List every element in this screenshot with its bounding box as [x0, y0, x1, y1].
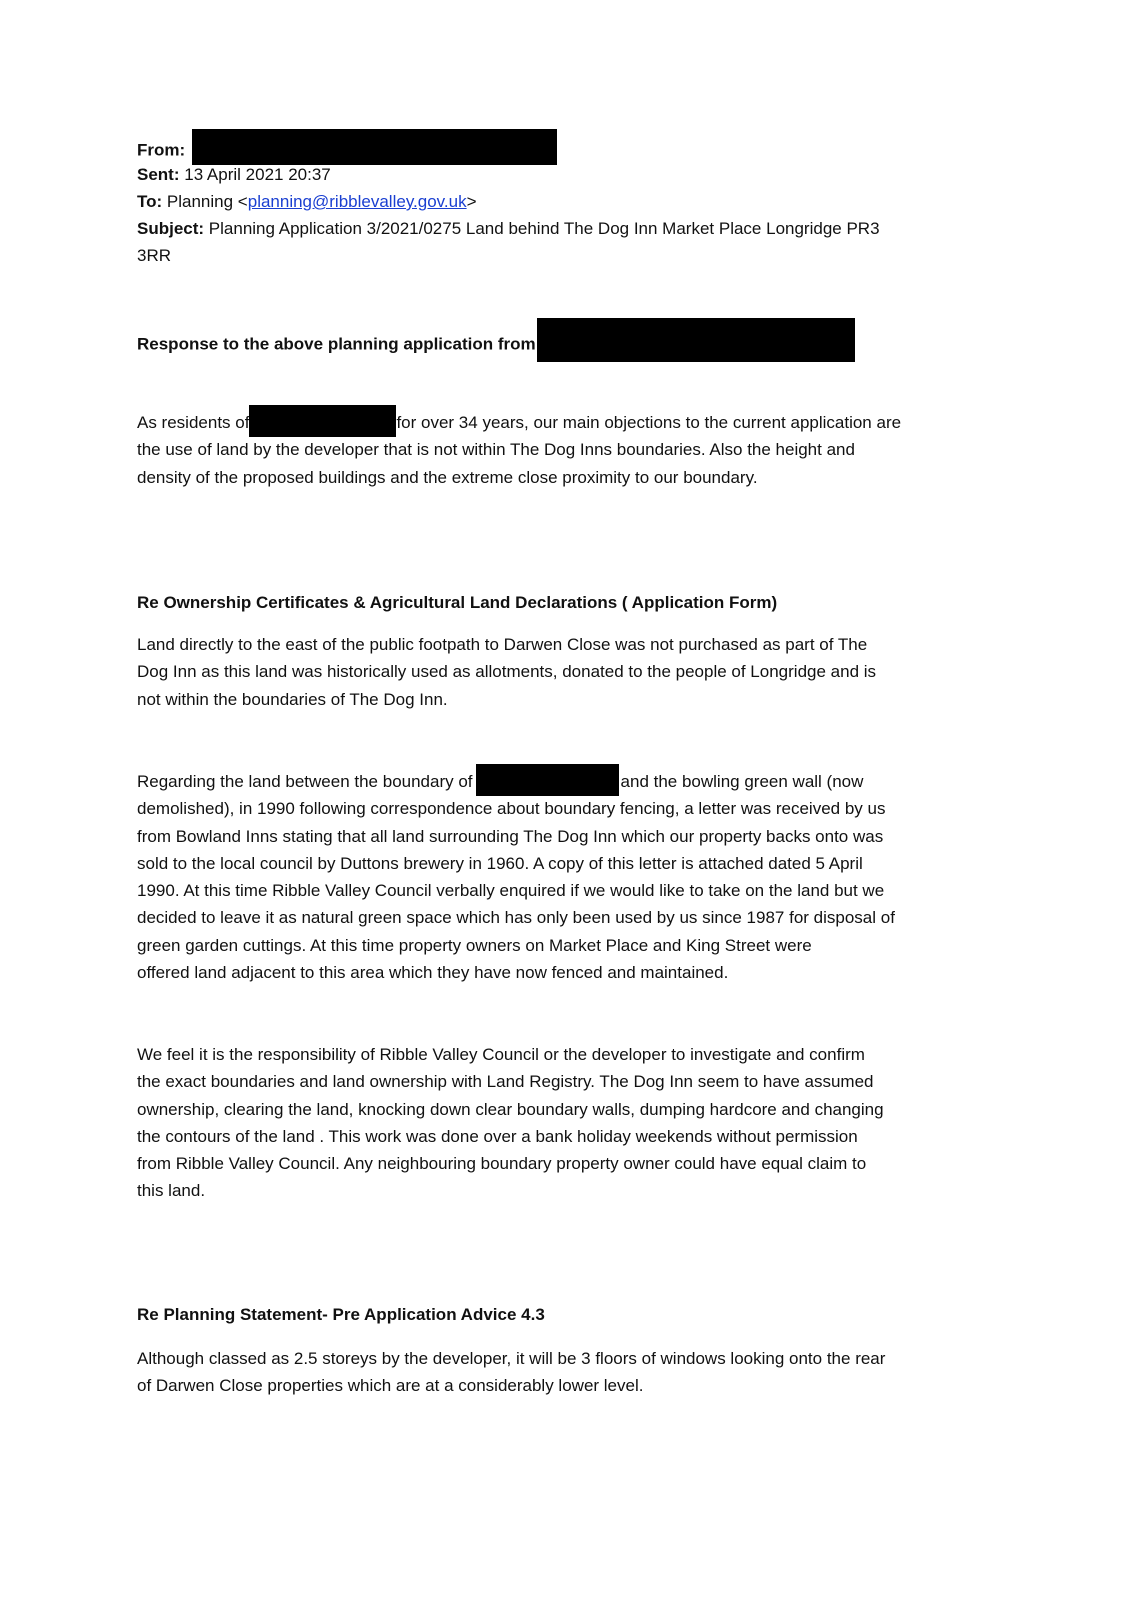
ownership-p2-line: 1990. At this time Ribble Valley Council verbally enquired if we would like to take on the land but we [137, 881, 885, 901]
to-name: Planning < [166, 192, 248, 211]
intro-line-2: the use of land by the developer that is not within The Dog Inns boundaries. Also the height and [137, 440, 855, 460]
ownership-p2-line: offered land adjacent to this area which they have now fenced and maintained. [137, 963, 729, 983]
to-label: To: [137, 192, 163, 211]
redacted-address-2 [476, 764, 619, 796]
ownership-p3-line: from Ribble Valley Council. Any neighbouring boundary property owner could have equal claim to [137, 1154, 867, 1174]
ownership-p3-line: We feel it is the responsibility of Ribble Valley Council or the developer to investigate and confirm [137, 1045, 865, 1064]
redacted-address-1 [249, 405, 396, 437]
ownership-p2-line: green garden cuttings. At this time property owners on Market Place and King Street were [137, 935, 812, 955]
ownership-paragraph-2 [137, 768, 997, 986]
ownership-p3-line: the contours of the land . This work was done over a bank holiday weekends without permission [137, 1126, 858, 1146]
intro-line-1 [137, 409, 997, 436]
ownership-p2-line: demolished), in 1990 following correspondence about boundary fencing, a letter was received by us [137, 799, 886, 819]
ownership-p2-line: from Bowland Inns stating that all land surrounding The Dog Inn which our property backs onto was [137, 826, 884, 846]
ownership-p3-line: the exact boundaries and land ownership with Land Registry. The Dog Inn seem to have assumed [137, 1072, 874, 1092]
to-close: > [466, 192, 477, 211]
ownership-p3-line: ownership, clearing the land, knocking down clear boundary walls, dumping hardcore and changing [137, 1099, 884, 1119]
ownership-p2-line: sold to the local council by Duttons brewery in 1960. A copy of this letter is attached dated 5 April [137, 853, 863, 873]
to-line [137, 191, 477, 213]
sent-line [137, 164, 331, 186]
subject-line [137, 218, 880, 240]
planning-p1-line: of Darwen Close properties which are at a considerably lower level. [137, 1376, 644, 1396]
redacted-sender [192, 129, 557, 165]
planning-heading: Re Planning Statement- Pre Application Advice 4.3 [137, 1305, 545, 1324]
ownership-p2-text-b: and the bowling green wall (now [620, 772, 864, 791]
intro-line-3: density of the proposed buildings and the extreme close proximity to our boundary. [137, 467, 758, 487]
ownership-p1-line: Land directly to the east of the public footpath to Darwen Close was not purchased as part of The [137, 635, 868, 654]
response-heading [137, 328, 855, 362]
subject-text-2: 3RR [137, 246, 172, 265]
ownership-p1-line: not within the boundaries of The Dog Inn. [137, 689, 448, 709]
ownership-p3-line: this land. [137, 1181, 206, 1201]
subject-line-2 [137, 245, 171, 267]
ownership-p2-line: decided to leave it as natural green space which has only been used by us since 1987 for disposal of [137, 908, 895, 928]
planning-paragraph-1 [137, 1345, 997, 1400]
ownership-p1-line: Dog Inn as this land was historically used as allotments, donated to the people of Longridge and is [137, 662, 877, 682]
sent-value: 13 April 2021 20:37 [184, 165, 331, 184]
sent-label: Sent: [137, 165, 180, 184]
ownership-paragraph-1 [137, 631, 997, 713]
planning-p1-line: Although classed as 2.5 storeys by the developer, it will be 3 floors of windows looking onto the rear [137, 1349, 886, 1368]
intro-text-b: for over 34 years, our main objections to the current application are [396, 413, 902, 432]
subject-text-1: Planning Application 3/2021/0275 Land behind The Dog Inn Market Place Longridge PR3 [208, 219, 880, 238]
response-heading-text: Response to the above planning application from [137, 334, 536, 354]
from-line [137, 137, 557, 165]
intro-paragraph [137, 409, 997, 491]
intro-text-a: As residents of [137, 413, 250, 432]
planning-email-link[interactable]: planning@ribblevalley.gov.uk [247, 192, 467, 211]
ownership-paragraph-3 [137, 1041, 997, 1205]
ownership-heading: Re Ownership Certificates & Agricultural Land Declarations ( Application Form) [137, 593, 778, 612]
redacted-respondent [537, 318, 855, 362]
ownership-p2-text-a: Regarding the land between the boundary of [137, 772, 473, 791]
ownership-p2-line-1 [137, 768, 997, 795]
subject-label: Subject: [137, 219, 205, 238]
from-label: From: [137, 140, 186, 160]
